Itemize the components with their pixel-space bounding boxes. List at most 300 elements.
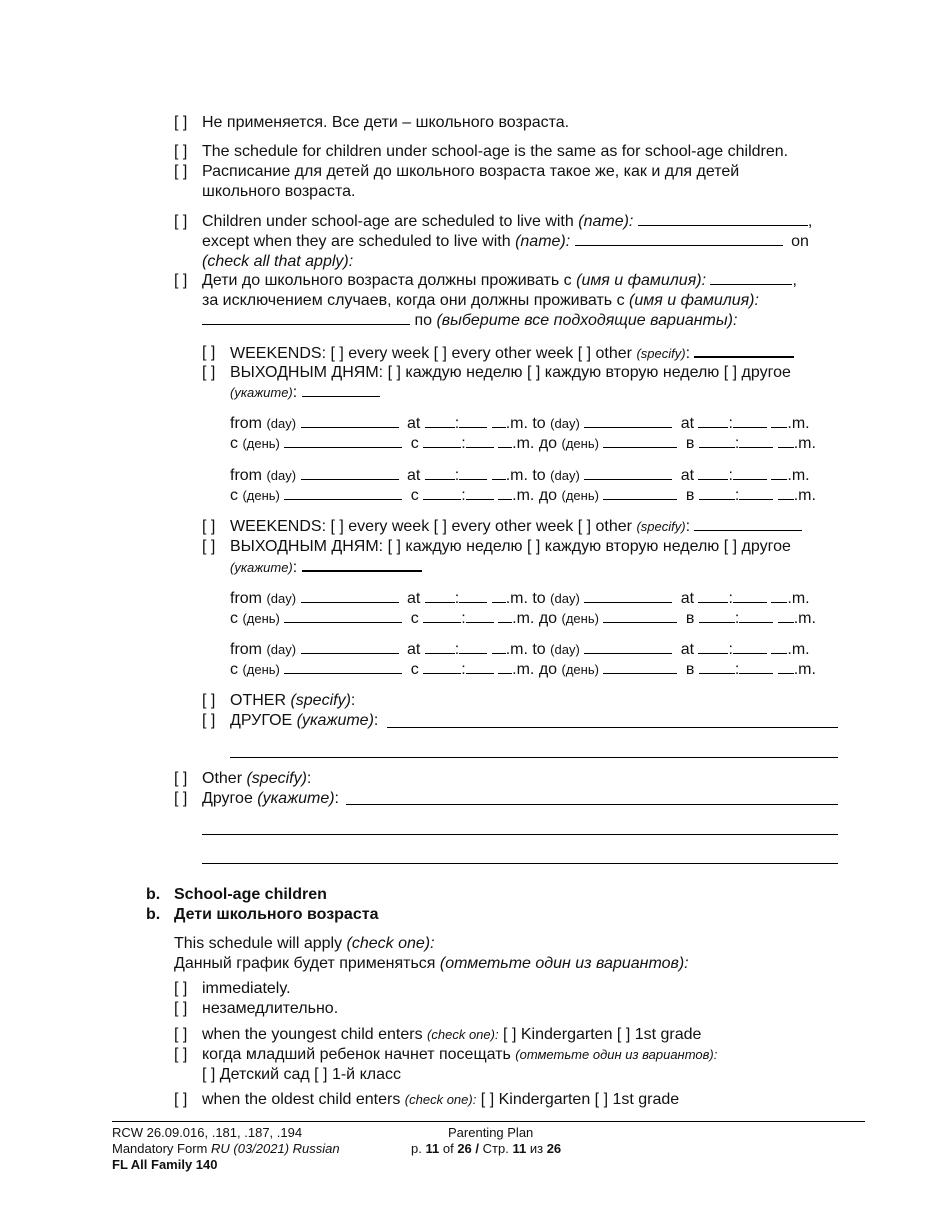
time-row-1-ru [230,434,816,454]
colon: : [734,661,740,678]
live-with-line-2 [202,232,809,252]
other-outer-ru [202,789,339,809]
den-label: (день) [561,488,599,503]
checkbox-weekends-2[interactable]: [ ] [202,518,216,535]
weekends-2-line-en [230,517,802,537]
at-label: at [680,415,695,432]
checkbox-kindergarten-ru[interactable]: [ ] [202,1066,216,1083]
ru-from-day-field[interactable] [284,609,402,623]
weekends-label: WEEKENDS: [230,345,327,362]
checkbox-first-grade-oldest[interactable]: [ ] [594,1091,609,1108]
m-label: .m. [793,661,816,678]
check-one-label: (check one): [346,935,435,952]
live-with-ru-line-2 [202,291,759,311]
m-label: .m. [787,590,810,607]
from-label: from [230,415,262,432]
same-schedule-text-en: The schedule for children under school-age is the same as for school-age children. [202,143,789,160]
checkbox-live-with-ru[interactable]: [ ] [174,272,188,289]
footer-form-id: FL All Family 140 [112,1157,218,1172]
m-label: .m. [787,467,810,484]
checkbox-every-week-ru[interactable]: [ ] [387,538,401,555]
checkbox-first-grade-ru[interactable]: [ ] [314,1066,328,1083]
kindergarten-label: Kindergarten [498,1091,591,1108]
separator: / [475,1141,480,1156]
checkbox-weekends-1[interactable]: [ ] [202,344,216,361]
other-outer-field-3[interactable] [202,863,838,864]
checkbox-kindergarten[interactable]: [ ] [503,1026,517,1043]
time-row-4-en [230,640,810,660]
ru-from-hour-field[interactable] [423,434,461,448]
weekends-1-line-en [230,343,794,364]
section-b-title-ru: Дети школьного возраста [174,906,379,923]
ru-to-day-field[interactable] [603,609,677,623]
colon: : [461,661,466,678]
ru-total-pages: 26 [546,1141,562,1156]
ru-of-label: из [529,1141,544,1156]
on-text: on [791,233,809,250]
checkbox-other-outer[interactable]: [ ] [174,770,188,787]
ru-from-minute-field[interactable] [466,609,494,623]
every-other-week-label: every other week [451,345,574,362]
weekends-ru-label: ВЫХОДНЫМ ДНЯМ: [230,538,384,555]
from-hour-field[interactable] [425,466,455,480]
section-b-letter-ru: b. [146,906,161,923]
from-ampm-field[interactable] [492,466,506,480]
colon: : [454,467,460,484]
other-ru-label: другое [741,364,791,381]
from-day-field[interactable] [301,589,399,603]
day-label: (day) [266,468,297,483]
ru-from-ampm-field[interactable] [498,434,512,448]
colon: : [350,692,356,709]
from-hour-field[interactable] [425,414,455,428]
ru-from-day-field[interactable] [284,434,402,448]
time-row-3-ru [230,609,816,629]
time-row-2-en [230,466,810,486]
to-day-field[interactable] [584,414,672,428]
checkbox-every-other-ru[interactable]: [ ] [526,538,541,555]
to-ampm-field[interactable] [771,414,787,428]
checkbox-live-with-en[interactable]: [ ] [174,213,188,230]
not-applicable-text-ru: Не применяется. Все дети – школьного возраста. [202,114,570,131]
den-label: (день) [242,436,280,451]
at-label: at [406,590,421,607]
time-row-3-en [230,589,810,609]
m-label: .m. [787,641,810,658]
checkbox-oldest[interactable]: [ ] [174,1091,188,1108]
every-week-ru-label: каждую неделю [405,364,523,381]
checkbox-kindergarten-oldest[interactable]: [ ] [480,1091,495,1108]
colon: : [306,770,312,787]
from-minute-field[interactable] [459,466,487,480]
checkbox-immediately[interactable]: [ ] [174,980,188,997]
checkbox-not-applicable[interactable]: [ ] [174,114,188,131]
ru-to-minute-field[interactable] [739,660,773,674]
check-all-label: (check all that apply): [202,253,354,270]
m-label: .m. [787,415,810,432]
s-label: с [410,487,419,504]
from-ampm-field[interactable] [492,589,506,603]
specify-label: (specify) [246,770,307,787]
other-inner-label: OTHER [230,692,286,709]
s-label: с [410,610,419,627]
m-do-label: .m. до [512,435,558,452]
other-outer-ru-label: Другое [202,790,253,807]
checkbox-first-grade[interactable]: [ ] [616,1026,631,1043]
to-hour-field[interactable] [698,466,728,480]
ru-from-hour-field[interactable] [423,609,461,623]
ru-specify-label: (укажите) [230,560,293,575]
colon: : [734,435,740,452]
specify-label: (specify) [636,519,686,534]
v-label: в [685,435,695,452]
weekends-1-line-ru [230,363,791,383]
to-hour-field[interactable] [698,414,728,428]
form-code: RU (03/2021) Russian [211,1141,340,1156]
weekends-1-ru-other-field[interactable] [302,383,380,397]
apply-ru-text: Данный график будет применяться [174,955,436,972]
at-label: at [680,467,695,484]
den-label: (день) [242,488,280,503]
ru-to-hour-field[interactable] [699,486,735,500]
s-label: с [410,661,419,678]
ru-primary-parent-name-field[interactable] [710,271,792,285]
weekends-1-specify-ru-line [230,383,380,403]
same-schedule-text-ru-1: Расписание для детей до школьного возраста такое же, как и для детей [202,163,740,180]
colon: : [292,559,298,576]
po-text: по [414,312,433,329]
from-label: from [230,467,262,484]
s-label: с [230,610,238,627]
to-minute-field[interactable] [733,640,767,654]
to-day-field[interactable] [584,466,672,480]
from-minute-field[interactable] [459,589,487,603]
kindergarten-ru-label: Детский сад [219,1066,310,1083]
check-one-label: (check one): [404,1092,477,1107]
colon: : [461,487,466,504]
to-minute-field[interactable] [733,414,767,428]
m-to-label: .m. to [505,590,546,607]
other-inner-field-2[interactable] [230,757,838,758]
from-day-field[interactable] [301,640,399,654]
ru-from-ampm-field[interactable] [498,486,512,500]
to-ampm-field[interactable] [771,466,787,480]
v-label: в [685,661,695,678]
mandatory-label: Mandatory Form [112,1141,208,1156]
from-label: from [230,641,262,658]
to-ampm-field[interactable] [771,589,787,603]
colon: : [685,345,691,362]
v-label: в [685,487,695,504]
colon: : [454,415,460,432]
ru-from-day-field[interactable] [284,486,402,500]
colon: : [461,435,466,452]
ru-to-ampm-field[interactable] [778,434,794,448]
p-label: p. [411,1141,422,1156]
ru-from-ampm-field[interactable] [498,660,512,674]
ru-other-parent-name-field[interactable] [202,311,410,325]
colon: : [334,790,339,807]
m-label: .m. [793,487,816,504]
ru-from-hour-field[interactable] [423,486,461,500]
checkbox-youngest-ru[interactable]: [ ] [174,1046,188,1063]
checkbox-other[interactable]: [ ] [577,345,592,362]
checkbox-immediately-ru[interactable]: [ ] [174,1000,188,1017]
time-row-1-en [230,414,810,434]
colon: : [461,610,466,627]
weekends-1-other-field[interactable] [694,343,794,358]
colon: : [734,487,740,504]
footer-rcw: RCW 26.09.016, .181, .187, .194 [112,1125,303,1140]
weekends-label: WEEKENDS: [230,518,327,535]
weekends-2-other-field[interactable] [694,517,802,531]
colon: : [734,610,740,627]
from-day-field[interactable] [301,414,399,428]
checkbox-every-week-ru[interactable]: [ ] [387,364,401,381]
from-hour-field[interactable] [425,640,455,654]
to-minute-field[interactable] [733,466,767,480]
colon: : [292,384,298,401]
to-minute-field[interactable] [733,589,767,603]
live-with-ru-line-1 [202,271,797,291]
m-do-label: .m. до [512,487,558,504]
of-label: of [442,1141,454,1156]
comma-ru: , [792,272,797,289]
check-all-text [202,252,353,272]
first-grade-ru-label: 1-й класс [331,1066,401,1083]
except-text: except when they are scheduled to live with [202,233,511,250]
live-with-line-1 [202,212,812,232]
from-hour-field[interactable] [425,589,455,603]
other-inner-ru [230,711,378,731]
other-parent-name-field[interactable] [575,232,783,246]
at-label: at [406,641,421,658]
weekends-ru-label: ВЫХОДНЫМ ДНЯМ: [230,364,384,381]
checkbox-other-inner-ru[interactable]: [ ] [202,712,216,729]
except-ru-text: за исключением случаев, когда они должны проживать с [202,292,625,309]
checkbox-weekends-2-ru[interactable]: [ ] [202,538,216,555]
ru-from-minute-field[interactable] [466,486,494,500]
colon: : [728,641,733,658]
colon: : [454,590,460,607]
checkbox-weekends-1-ru[interactable]: [ ] [202,364,216,381]
colon: : [454,641,460,658]
other-outer-field-2[interactable] [202,834,838,835]
time-row-2-ru [230,486,816,506]
ru-name-label-2: (имя и фамилия): [629,292,759,309]
day-label: (day) [266,416,297,431]
den-label: (день) [561,662,599,677]
s-label: с [230,487,238,504]
checkbox-other-outer-ru[interactable]: [ ] [174,790,188,807]
to-day-field[interactable] [584,640,672,654]
ru-to-hour-field[interactable] [699,434,735,448]
immediately-text: immediately. [202,980,291,997]
day-label: (day) [266,642,297,657]
other-outer-en [202,769,311,789]
m-to-label: .m. to [505,415,546,432]
ru-from-minute-field[interactable] [466,660,494,674]
ru-to-minute-field[interactable] [739,434,773,448]
footer-divider [112,1121,865,1122]
specify-label: (specify) [636,346,686,361]
m-label: .m. [793,610,816,627]
other-inner-en [230,691,355,711]
at-label: at [406,415,421,432]
s-label: с [410,435,419,452]
other-outer-label: Other [202,770,243,787]
checkbox-other-ru[interactable]: [ ] [723,538,738,555]
from-minute-field[interactable] [459,640,487,654]
ru-to-ampm-field[interactable] [778,486,794,500]
from-minute-field[interactable] [459,414,487,428]
ru-name-label: (имя и фамилия): [576,272,707,289]
weekends-2-ru-other-field[interactable] [302,557,422,572]
colon: : [728,467,733,484]
other-outer-field-1[interactable] [346,804,838,805]
first-grade-label: 1st grade [612,1091,680,1108]
every-week-ru-label: каждую неделю [405,538,523,555]
from-day-field[interactable] [301,466,399,480]
footer-page [411,1141,561,1157]
apply-text: This schedule will apply [174,935,343,952]
checkbox-same-schedule-ru[interactable]: [ ] [174,163,188,180]
from-ampm-field[interactable] [492,414,506,428]
ru-from-ampm-field[interactable] [498,609,512,623]
from-label: from [230,590,262,607]
checkbox-youngest[interactable]: [ ] [174,1026,188,1043]
s-label: с [230,435,238,452]
ru-specify-label: (укажите) [230,385,293,400]
den-label: (день) [561,436,599,451]
m-do-label: .m. до [512,610,558,627]
youngest-line-ru [202,1045,717,1065]
v-label: в [685,610,695,627]
same-schedule-text-ru-2: школьного возраста. [202,183,356,200]
m-do-label: .m. до [512,661,558,678]
ru-to-day-field[interactable] [603,434,677,448]
checkbox-every-other-week[interactable]: [ ] [433,345,447,362]
day-label: (day) [266,591,297,606]
den-label: (день) [242,611,280,626]
section-b-letter-en: b. [146,886,161,903]
at-label: at [680,641,695,658]
specify-label: (specify) [290,692,351,709]
ru-check-one-label: (отметьте один из вариантов): [439,955,689,972]
youngest-text: when the youngest child enters [202,1026,423,1043]
footer-mandatory [112,1141,340,1157]
live-with-ru-text: Дети до школьного возраста должны проживать с [202,272,572,289]
apply-line-ru [174,954,689,974]
name-label: (name): [578,213,634,230]
ru-to-ampm-field[interactable] [778,660,794,674]
ru-to-day-field[interactable] [603,660,677,674]
ru-to-minute-field[interactable] [739,486,773,500]
total-pages: 26 [457,1141,472,1156]
checkbox-every-week[interactable]: [ ] [330,518,344,535]
every-other-ru-label: каждую вторую неделю [544,364,720,381]
weekends-2-specify-ru-line [230,557,422,578]
m-label: .m. [793,435,816,452]
day-label: (day) [550,468,580,483]
checkbox-every-other-ru[interactable]: [ ] [526,364,541,381]
weekends-2-line-ru [230,537,791,557]
ru-to-hour-field[interactable] [699,660,735,674]
youngest-line-en [202,1025,701,1045]
youngest-ru-options [202,1065,401,1085]
to-ampm-field[interactable] [771,640,787,654]
oldest-line-en [202,1090,679,1110]
youngest-ru-text: когда младший ребенок начнет посещать [202,1046,511,1063]
ru-to-hour-field[interactable] [699,609,735,623]
live-with-ru-line-3 [202,311,737,331]
other-ru-label: другое [741,538,791,555]
every-other-ru-label: каждую вторую неделю [544,538,720,555]
day-label: (day) [550,642,580,657]
other-inner-ru-label: ДРУГОЕ [230,712,293,729]
ru-page-label: Стр. [482,1141,509,1156]
colon: : [685,518,691,535]
at-label: at [406,467,421,484]
primary-parent-name-field[interactable] [638,212,808,226]
to-day-field[interactable] [584,589,672,603]
checkbox-other[interactable]: [ ] [577,518,592,535]
every-other-week-label: every other week [451,518,574,535]
immediately-ru-text: незамедлительно. [202,1000,339,1017]
colon: : [728,415,733,432]
m-to-label: .m. to [505,641,546,658]
day-label: (day) [550,416,580,431]
to-hour-field[interactable] [698,589,728,603]
day-label: (day) [550,591,580,606]
ru-page-number: 11 [512,1141,527,1156]
ru-from-minute-field[interactable] [466,434,494,448]
live-with-text: Children under school-age are scheduled to live with [202,213,574,230]
ru-check-all-label: (выберите все подходящие варианты): [436,312,738,329]
apply-line-en [174,934,435,954]
s-label: с [230,661,238,678]
at-label: at [680,590,695,607]
colon: : [373,712,379,729]
ru-to-ampm-field[interactable] [778,609,794,623]
ru-from-hour-field[interactable] [423,660,461,674]
ru-specify-label: (укажите) [296,712,374,729]
time-row-4-ru [230,660,816,680]
checkbox-other-inner[interactable]: [ ] [202,692,216,709]
other-inner-field-1[interactable] [387,727,838,728]
checkbox-same-schedule-en[interactable]: [ ] [174,143,188,160]
first-grade-label: 1st grade [634,1026,702,1043]
footer-title: Parenting Plan [448,1125,534,1140]
name-label-2: (name): [515,233,571,250]
comma: , [807,213,813,230]
ru-to-minute-field[interactable] [739,609,773,623]
checkbox-other-ru[interactable]: [ ] [723,364,738,381]
from-ampm-field[interactable] [492,640,506,654]
page-number: 11 [425,1141,440,1156]
to-hour-field[interactable] [698,640,728,654]
checkbox-every-week[interactable]: [ ] [330,345,344,362]
other-label: other [595,345,632,362]
other-label: other [595,518,632,535]
section-b-title-en: School-age children [174,886,327,903]
ru-check-one-label: (отметьте один из вариантов): [515,1047,718,1062]
ru-to-day-field[interactable] [603,486,677,500]
checkbox-every-other-week[interactable]: [ ] [433,518,447,535]
ru-from-day-field[interactable] [284,660,402,674]
m-to-label: .m. to [505,467,546,484]
every-week-label: every week [348,345,430,362]
